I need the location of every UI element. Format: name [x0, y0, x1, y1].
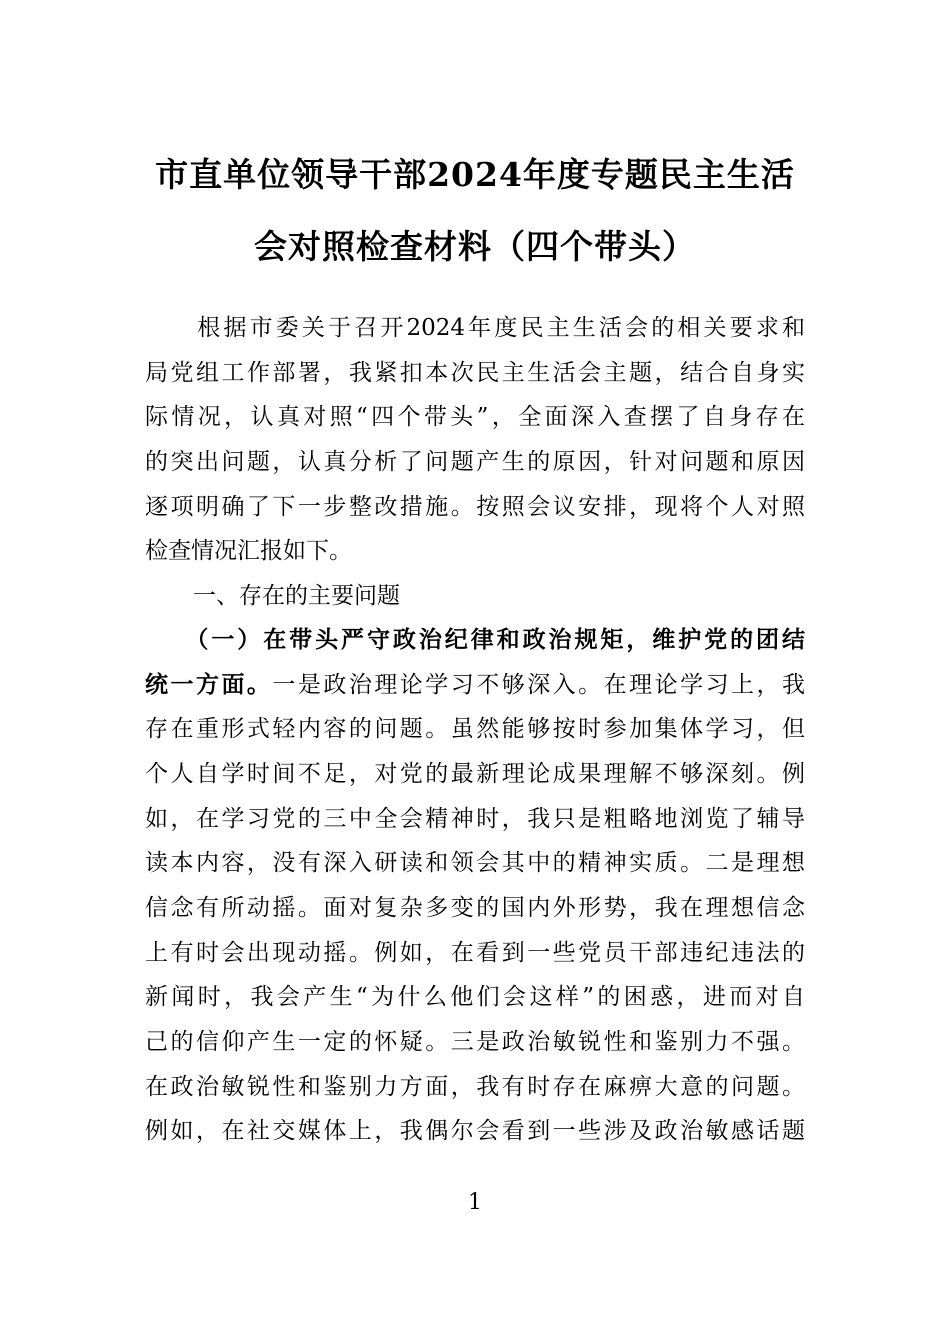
intro-paragraph-line: 局党组工作部署，我紧扣本次民主生活会主题，结合自身实 — [145, 360, 805, 386]
body-paragraph-line: 信念有所动摇。面对复杂多变的国内外形势，我在理想信念 — [145, 895, 805, 921]
body-paragraph-line: 存在重形式轻内容的问题。虽然能够按时参加集体学习，但 — [145, 716, 805, 742]
intro-paragraph-line: 际情况，认真对照“四个带头”，全面深入查摆了自身存在 — [145, 404, 805, 430]
body-paragraph-line: 读本内容，没有深入研读和领会其中的精神实质。二是理想 — [145, 850, 805, 876]
subsection-heading-end: 统一方面。 — [145, 671, 273, 698]
document-title-line-2: 会对照检查材料（四个带头） — [254, 227, 696, 266]
body-paragraph-line: 如，在学习党的三中全会精神时，我只是粗略地浏览了辅导 — [145, 806, 805, 832]
subsection-heading-line: （一）在带头严守政治纪律和政治规矩，维护党的团结 — [145, 626, 805, 653]
intro-paragraph-line: 根据市委关于召开2024年度民主生活会的相关要求和 — [145, 315, 805, 341]
body-paragraph-line: 新闻时，我会产生“为什么他们会这样”的困惑，进而对自 — [145, 984, 805, 1010]
body-paragraph-line: 在政治敏锐性和鉴别力方面，我有时存在麻痹大意的问题。 — [145, 1074, 805, 1100]
body-text-span: 一是政治理论学习不够深入。在理论学习上，我 — [272, 672, 806, 698]
page-number: 1 — [468, 1190, 482, 1215]
section-heading: 一、存在的主要问题 — [193, 583, 400, 609]
intro-paragraph-line: 逐项明确了下一步整改措施。按照会议安排，现将个人对照 — [145, 494, 805, 520]
document-title-line-1: 市直单位领导干部2024年度专题民主生活 — [155, 155, 795, 194]
subsection-mixed-line — [145, 669, 805, 701]
body-paragraph-line: 上有时会出现动摇。例如，在看到一些党员干部违纪违法的 — [145, 940, 805, 966]
body-paragraph-line: 己的信仰产生一定的怀疑。三是政治敏锐性和鉴别力不强。 — [145, 1029, 805, 1055]
intro-paragraph-line: 检查情况汇报如下。 — [145, 538, 352, 564]
body-paragraph-line: 个人自学时间不足，对党的最新理论成果理解不够深刻。例 — [145, 761, 805, 787]
body-paragraph-line: 例如，在社交媒体上，我偶尔会看到一些涉及政治敏感话题 — [145, 1118, 805, 1144]
intro-paragraph-line: 的突出问题，认真分析了问题产生的原因，针对问题和原因 — [145, 449, 805, 475]
